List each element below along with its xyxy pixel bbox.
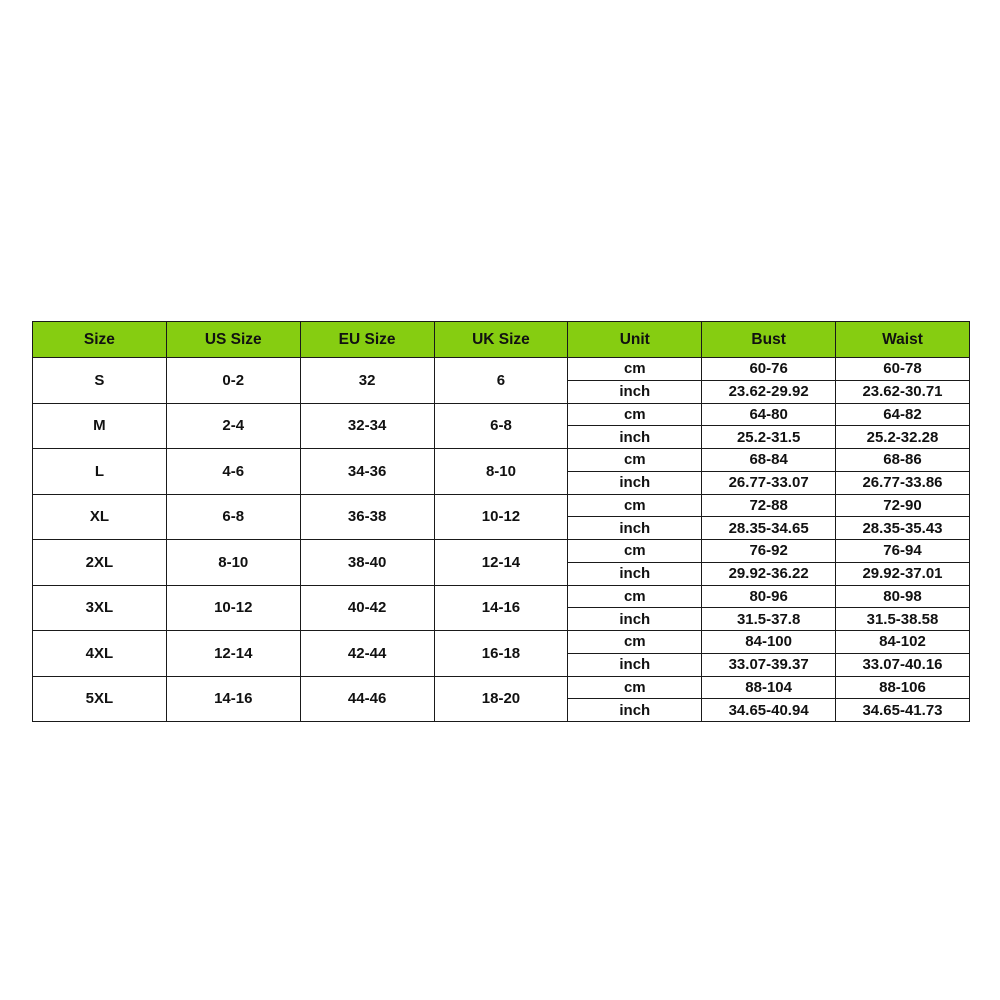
uk-size-cell: 8-10 [434, 449, 568, 495]
uk-size-cell: 16-18 [434, 631, 568, 677]
uk-size-cell: 10-12 [434, 494, 568, 540]
waist-cell: 88-106 [836, 676, 970, 699]
waist-cell: 72-90 [836, 494, 970, 517]
header-us-size: US Size [166, 322, 300, 358]
table-row [33, 585, 970, 608]
us-size-cell: 0-2 [166, 358, 300, 404]
waist-cell: 60-78 [836, 358, 970, 381]
size-cell: 3XL [33, 585, 167, 631]
size-cell: XL [33, 494, 167, 540]
unit-cell: cm [568, 631, 702, 654]
unit-cell: inch [568, 653, 702, 676]
table-row [33, 358, 970, 381]
bust-cell: 64-80 [702, 403, 836, 426]
bust-cell: 68-84 [702, 449, 836, 472]
us-size-cell: 10-12 [166, 585, 300, 631]
eu-size-cell: 36-38 [300, 494, 434, 540]
waist-cell: 33.07-40.16 [836, 653, 970, 676]
uk-size-cell: 6-8 [434, 403, 568, 449]
unit-cell: inch [568, 608, 702, 631]
waist-cell: 31.5-38.58 [836, 608, 970, 631]
table-row [33, 540, 970, 563]
uk-size-cell: 12-14 [434, 540, 568, 586]
waist-cell: 80-98 [836, 585, 970, 608]
waist-cell: 68-86 [836, 449, 970, 472]
size-chart-body [33, 358, 970, 722]
waist-cell: 64-82 [836, 403, 970, 426]
unit-cell: cm [568, 403, 702, 426]
uk-size-cell: 6 [434, 358, 568, 404]
unit-cell: cm [568, 358, 702, 381]
waist-cell: 23.62-30.71 [836, 380, 970, 403]
bust-cell: 34.65-40.94 [702, 699, 836, 722]
header-bust: Bust [702, 322, 836, 358]
bust-cell: 88-104 [702, 676, 836, 699]
unit-cell: inch [568, 562, 702, 585]
waist-cell: 76-94 [836, 540, 970, 563]
eu-size-cell: 34-36 [300, 449, 434, 495]
waist-cell: 29.92-37.01 [836, 562, 970, 585]
size-chart-table [32, 321, 970, 722]
size-cell: S [33, 358, 167, 404]
size-chart-header [33, 322, 970, 358]
bust-cell: 26.77-33.07 [702, 471, 836, 494]
bust-cell: 60-76 [702, 358, 836, 381]
table-row [33, 631, 970, 654]
uk-size-cell: 18-20 [434, 676, 568, 722]
unit-cell: inch [568, 517, 702, 540]
header-row [33, 322, 970, 358]
unit-cell: inch [568, 699, 702, 722]
header-waist: Waist [836, 322, 970, 358]
table-row [33, 494, 970, 517]
us-size-cell: 14-16 [166, 676, 300, 722]
header-eu-size: EU Size [300, 322, 434, 358]
eu-size-cell: 32-34 [300, 403, 434, 449]
us-size-cell: 12-14 [166, 631, 300, 677]
unit-cell: cm [568, 449, 702, 472]
waist-cell: 28.35-35.43 [836, 517, 970, 540]
bust-cell: 80-96 [702, 585, 836, 608]
eu-size-cell: 32 [300, 358, 434, 404]
size-cell: 4XL [33, 631, 167, 677]
waist-cell: 84-102 [836, 631, 970, 654]
unit-cell: cm [568, 540, 702, 563]
us-size-cell: 8-10 [166, 540, 300, 586]
eu-size-cell: 42-44 [300, 631, 434, 677]
eu-size-cell: 40-42 [300, 585, 434, 631]
waist-cell: 26.77-33.86 [836, 471, 970, 494]
bust-cell: 29.92-36.22 [702, 562, 836, 585]
waist-cell: 34.65-41.73 [836, 699, 970, 722]
unit-cell: inch [568, 426, 702, 449]
us-size-cell: 6-8 [166, 494, 300, 540]
bust-cell: 23.62-29.92 [702, 380, 836, 403]
unit-cell: cm [568, 585, 702, 608]
bust-cell: 25.2-31.5 [702, 426, 836, 449]
bust-cell: 72-88 [702, 494, 836, 517]
table-row [33, 676, 970, 699]
unit-cell: cm [568, 676, 702, 699]
bust-cell: 33.07-39.37 [702, 653, 836, 676]
size-cell: 5XL [33, 676, 167, 722]
header-size: Size [33, 322, 167, 358]
bust-cell: 28.35-34.65 [702, 517, 836, 540]
bust-cell: 31.5-37.8 [702, 608, 836, 631]
unit-cell: inch [568, 380, 702, 403]
eu-size-cell: 44-46 [300, 676, 434, 722]
eu-size-cell: 38-40 [300, 540, 434, 586]
header-uk-size: UK Size [434, 322, 568, 358]
table-row [33, 403, 970, 426]
header-unit: Unit [568, 322, 702, 358]
size-cell: L [33, 449, 167, 495]
uk-size-cell: 14-16 [434, 585, 568, 631]
us-size-cell: 2-4 [166, 403, 300, 449]
waist-cell: 25.2-32.28 [836, 426, 970, 449]
unit-cell: inch [568, 471, 702, 494]
us-size-cell: 4-6 [166, 449, 300, 495]
bust-cell: 84-100 [702, 631, 836, 654]
bust-cell: 76-92 [702, 540, 836, 563]
unit-cell: cm [568, 494, 702, 517]
table-row [33, 449, 970, 472]
size-cell: M [33, 403, 167, 449]
size-cell: 2XL [33, 540, 167, 586]
